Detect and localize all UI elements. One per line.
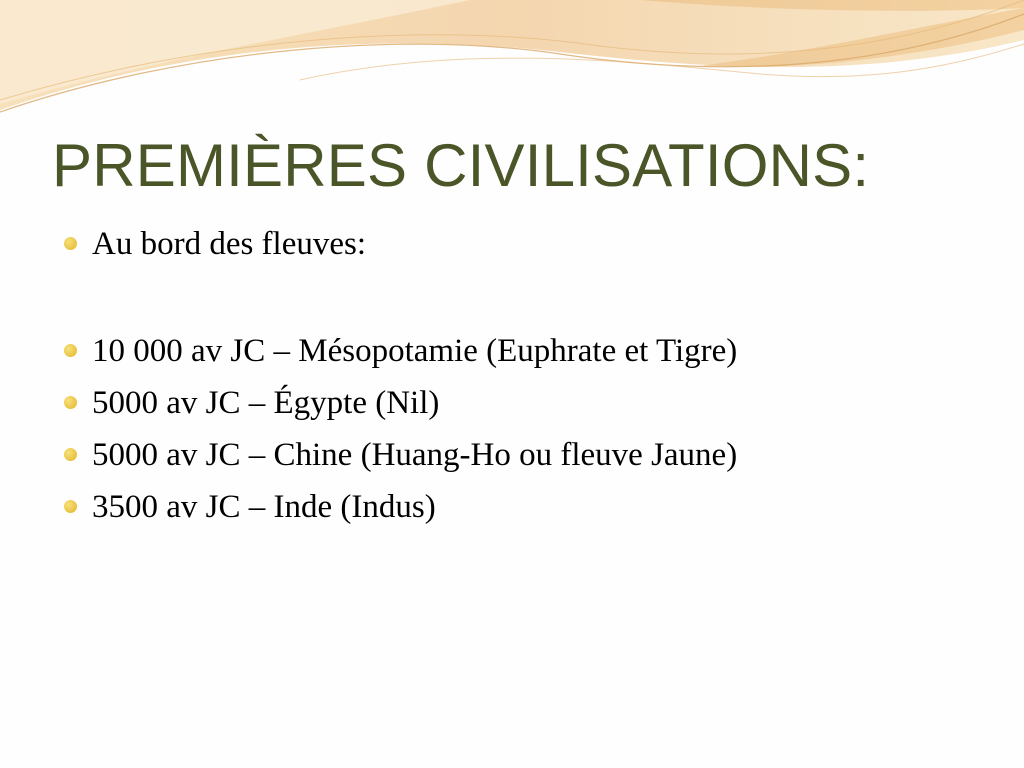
- bullet-dot-icon: [64, 396, 77, 409]
- decorative-wave-header: [0, 0, 1024, 140]
- list-item: [64, 331, 737, 383]
- list-item: [64, 435, 737, 487]
- bullet-dot-icon: [64, 344, 77, 357]
- bullet-text: 5000 av JC – Égypte (Nil): [92, 385, 440, 421]
- bullet-list: [64, 224, 737, 539]
- bullet-dot-icon: [64, 237, 77, 250]
- list-item: [64, 224, 737, 276]
- bullet-dot-icon: [64, 448, 77, 461]
- bullet-text: 5000 av JC – Chine (Huang-Ho ou fleuve Jaune): [92, 437, 738, 473]
- list-item: [64, 383, 737, 435]
- slide-title: PREMIÈRES CIVILISATIONS:: [52, 132, 870, 199]
- list-item: [64, 487, 737, 539]
- bullet-text: 3500 av JC – Inde (Indus): [92, 489, 436, 525]
- bullet-text: 10 000 av JC – Mésopotamie (Euphrate et Tigre): [92, 333, 738, 369]
- bullet-text: Au bord des fleuves:: [92, 226, 367, 262]
- bullet-dot-icon: [64, 500, 77, 513]
